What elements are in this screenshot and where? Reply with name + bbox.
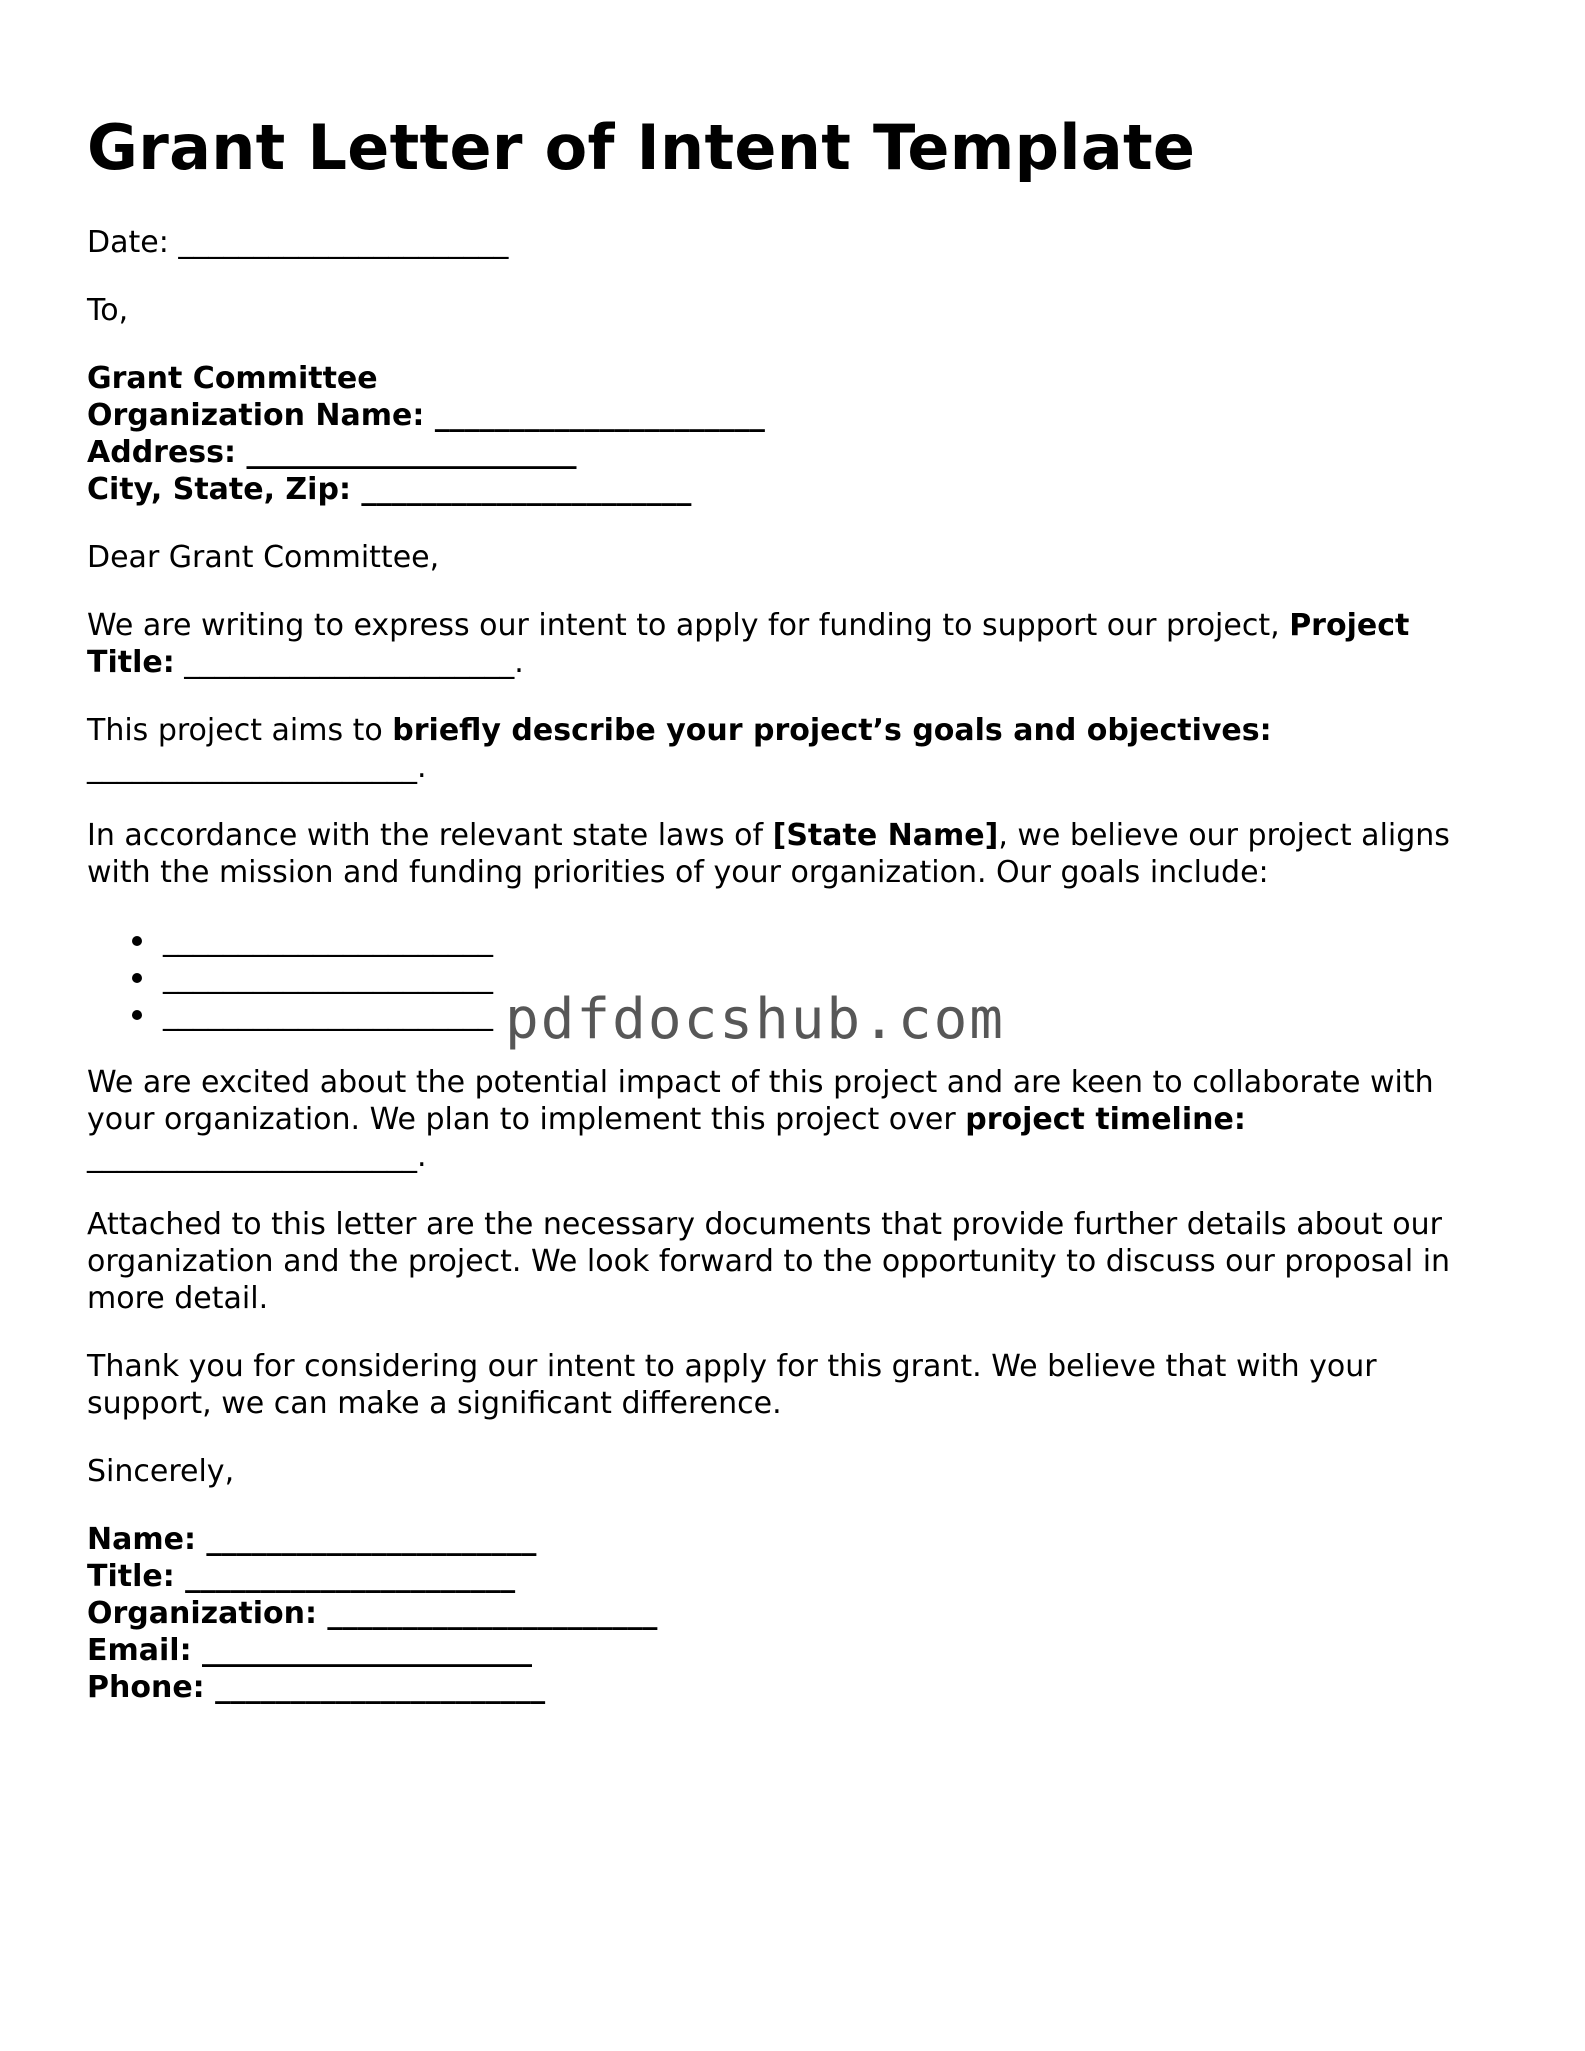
project-title-period: . <box>514 645 524 680</box>
project-timeline-blank: ______________________ <box>87 1139 417 1174</box>
recipient-org-line <box>87 397 1507 434</box>
paragraph-project-title-text: We are writing to express our intent to apply for funding to support our project, <box>87 608 1280 643</box>
project-goals-label: briefly describe your project’s goals and objectives: <box>392 713 1272 748</box>
greeting: Dear Grant Committee, <box>87 540 440 575</box>
paragraph-timeline-text: We are excited about the potential impact of this project and are keen to collaborate with your organization. We plan to implement this project over <box>87 1065 1434 1137</box>
signature-org-line <box>87 1595 1507 1632</box>
recipient-address-label: Address: <box>87 435 237 470</box>
closing: Sincerely, <box>87 1454 235 1489</box>
state-name-placeholder: [State Name] <box>772 818 999 853</box>
watermark: pdfdocshub.com <box>505 987 1006 1052</box>
recipient-city-label: City, State, Zip: <box>87 472 351 507</box>
signature-email-label: Email: <box>87 1633 192 1668</box>
signature-email-line <box>87 1632 1507 1669</box>
signature-email-blank: ______________________ <box>202 1633 533 1668</box>
paragraph-timeline <box>87 1064 1507 1175</box>
recipient-org-blank: ______________________ <box>434 398 765 433</box>
project-goals-period: . <box>417 750 427 785</box>
signature-phone-label: Phone: <box>87 1670 205 1705</box>
letter-body <box>87 224 1507 1737</box>
salutation-to: To, <box>87 293 129 328</box>
signature-name-label: Name: <box>87 1522 196 1557</box>
paragraph-state-laws <box>87 817 1507 891</box>
signature-name-line <box>87 1521 1507 1558</box>
signature-org-label: Organization: <box>87 1596 317 1631</box>
recipient-committee: Grant Committee <box>87 361 378 396</box>
list-item: ______________________ <box>163 996 1507 1033</box>
signature-org-blank: ______________________ <box>327 1596 658 1631</box>
paragraph-project-aims-text: This project aims to <box>87 713 383 748</box>
list-item: ______________________ <box>163 922 1507 959</box>
recipient-city-line <box>87 471 1507 508</box>
signature-block <box>87 1521 1507 1706</box>
recipient-org-label: Organization Name: <box>87 398 425 433</box>
paragraph-thanks: Thank you for considering our intent to apply for this grant. We believe that with your support, we can make a significant difference. <box>87 1349 1377 1421</box>
recipient-address-line <box>87 434 1507 471</box>
signature-title-blank: ______________________ <box>185 1559 516 1594</box>
paragraph-state-laws-text-after: , we believe our project aligns with the mission and funding priorities of your organization. Our goals include: <box>87 818 1450 890</box>
paragraph-attachments: Attached to this letter are the necessary documents that provide further details about our organization and the project. We look forward to the opportunity to discuss our proposal in more detail. <box>87 1207 1451 1316</box>
project-title-blank: ______________________ <box>184 645 515 680</box>
paragraph-project-title <box>87 607 1507 681</box>
signature-title-line <box>87 1558 1507 1595</box>
signature-name-blank: ______________________ <box>206 1522 537 1557</box>
signature-title-label: Title: <box>87 1559 175 1594</box>
document-title: Grant Letter of Intent Template <box>87 111 1196 184</box>
recipient-address-blank: ______________________ <box>246 435 577 470</box>
goals-list <box>87 922 1507 1033</box>
date-line <box>87 224 1507 261</box>
recipient-block <box>87 360 1507 508</box>
project-title-label: Project Title: <box>87 608 1410 680</box>
list-item: ______________________ <box>163 959 1507 996</box>
signature-phone-blank: ______________________ <box>215 1670 546 1705</box>
signature-phone-line <box>87 1669 1507 1706</box>
paragraph-project-aims <box>87 712 1507 786</box>
project-timeline-period: . <box>417 1139 427 1174</box>
recipient-city-blank: ______________________ <box>361 472 692 507</box>
project-goals-blank: ______________________ <box>87 750 417 785</box>
date-blank: ______________________ <box>178 225 509 260</box>
project-timeline-label: project timeline: <box>965 1102 1246 1137</box>
paragraph-state-laws-text: In accordance with the relevant state laws of <box>87 818 764 853</box>
date-label: Date: <box>87 225 169 260</box>
